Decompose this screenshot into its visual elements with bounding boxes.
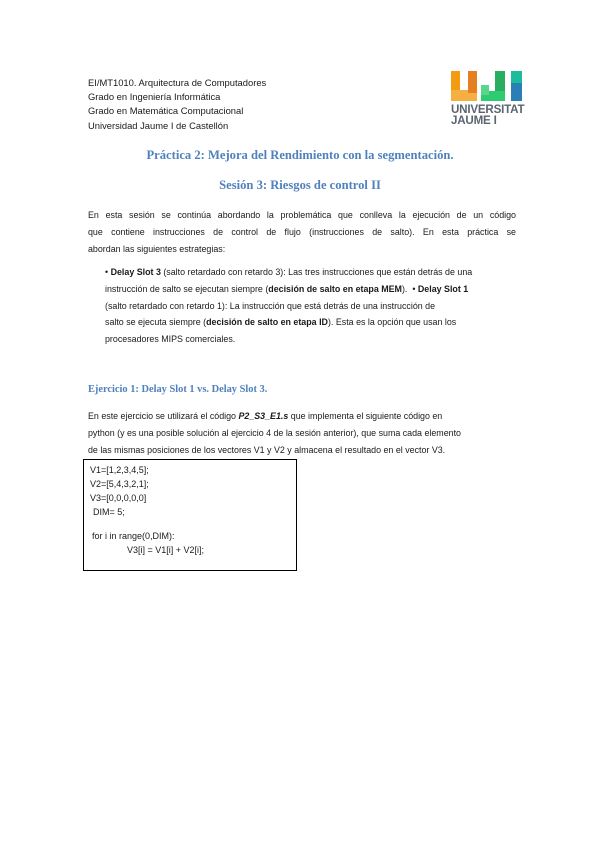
degree-line: Grado en Matemática Computacional — [88, 105, 244, 117]
bullet-line: salto se ejecuta siempre (decisión de salto en etapa ID). Esta es la opción que usan los — [105, 317, 457, 328]
bullet-icon: • — [105, 267, 109, 277]
code-line: V3=[0,0,0,0,0] — [90, 493, 147, 503]
code-filename: P2_S3_E1.s — [238, 411, 289, 421]
bullet-delay-slot-1: (salto retardado con retardo 1): La instrucción que está detrás de una instrucción de — [105, 300, 436, 311]
code-line: V3[i] = V1[i] + V2[i]; — [127, 545, 205, 555]
practice-title: Práctica 2: Mejora del Rendimiento con la segmentación. — [146, 148, 454, 162]
uji-logo-graphic — [451, 71, 553, 101]
code-line: V2=[5,4,3,2,1]; — [90, 479, 149, 489]
exercise-paragraph: En este ejercicio se utilizará el código P2_S3_E1.s que implementa el siguiente código en python (y es una posible solución al ejercicio 4 de la sesión anterior), que suma cada elemento de las mismas posiciones de los vectores V1 y V2 y almacena el resultado en el vector V3. — [88, 411, 461, 455]
code-line: for i in range(0,DIM): — [92, 531, 175, 541]
degree-line: Grado en Ingeniería Informática — [88, 91, 221, 103]
code-line: V1=[1,2,3,4,5]; — [90, 465, 149, 475]
course-line: EI/MT1010. Arquitectura de Computadores — [88, 77, 267, 88]
exercise-title: Ejercicio 1: Delay Slot 1 vs. Delay Slot 3. — [88, 384, 268, 395]
bullet-line: instrucción de salto se ejecutan siempre (decisión de salto en etapa MEM). • Delay Slot 1 — [105, 283, 469, 294]
bullet-line: procesadores MIPS comerciales. — [105, 334, 236, 345]
strategies-list — [105, 264, 515, 348]
session-title: Sesión 3: Riesgos de control II — [219, 178, 381, 192]
university-line: Universidad Jaume I de Castellón — [88, 119, 229, 131]
code-listing — [83, 459, 297, 571]
uji-logo-mark — [451, 71, 553, 101]
bullet-delay-slot-3: • Delay Slot 3 (salto retardado con retardo 3): Las tres instrucciones que están detrás de una — [105, 267, 473, 277]
code-line: DIM= 5; — [93, 507, 125, 517]
course-header — [88, 76, 266, 133]
intro-paragraph: En esta sesión se continúa abordando la problemática que conlleva la ejecución de un código que contiene instrucciones de control de flujo (instrucciones de salto). En esta práctica se abordan las siguientes estrategias: — [88, 210, 516, 254]
uji-logo — [451, 71, 553, 133]
bullet-icon: • — [412, 283, 416, 294]
uji-logo-text: UNIVERSITAT JAUME I — [451, 103, 525, 127]
